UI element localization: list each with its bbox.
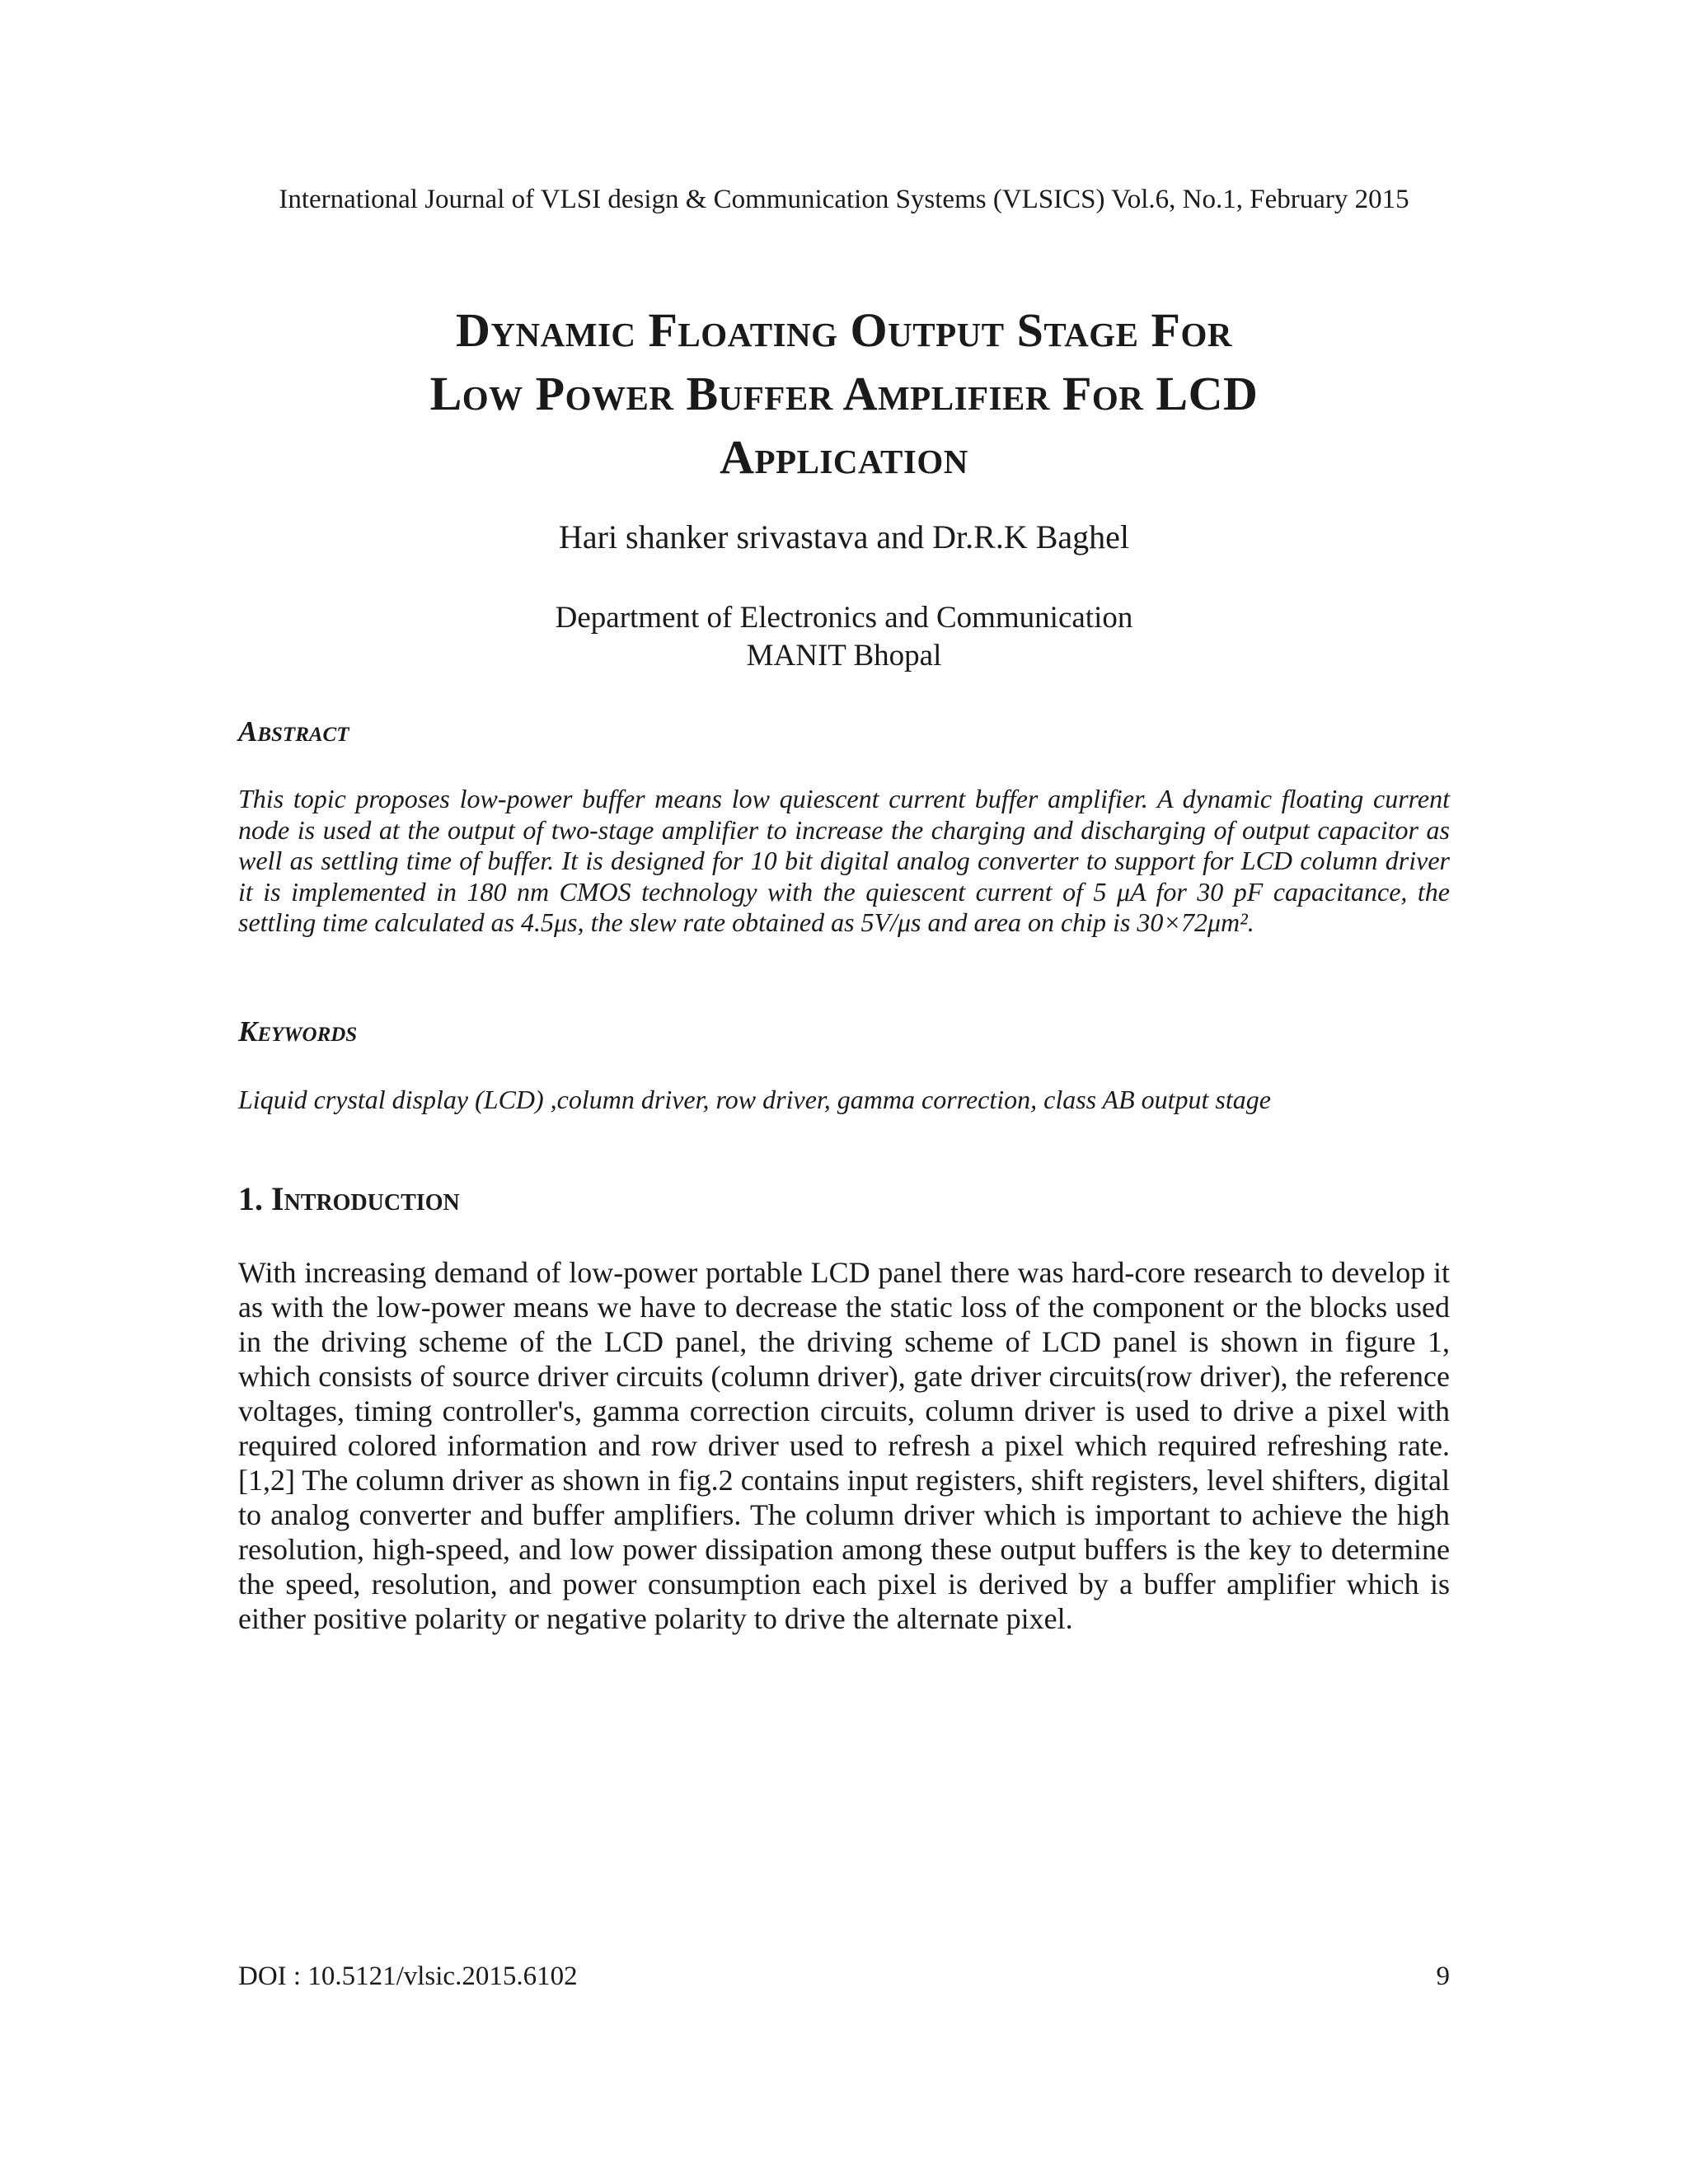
title-line-2: Low Power Buffer Amplifier For LCD <box>429 367 1259 420</box>
keywords-text: Liquid crystal display (LCD) ,column driver, row driver, gamma correction, class AB output stage <box>238 1085 1271 1114</box>
affiliation <box>0 599 1688 675</box>
page-number: 9 <box>1436 1961 1450 1991</box>
keywords-heading: Keywords <box>238 1015 358 1047</box>
footer-doi: DOI : 10.5121/vlsic.2015.6102 <box>238 1961 578 1991</box>
running-header: International Journal of VLSI design & Communication Systems (VLSICS) Vol.6, No.1, February 2015 <box>279 185 1409 214</box>
abstract-text: This topic proposes low-power buffer means low quiescent current buffer amplifier. A dynamic floating current node is used at the output of two-stage amplifier to increase the charging and discharging of output capacitor as well as settling time of buffer. It is designed for 10 bit digital analog converter to support for LCD column driver it is implemented in 180 nm CMOS technology with the quiescent current of 5 μA for 30 pF capacitance, the settling time calculated as 4.5μs, the slew rate obtained as 5V/μs and area on chip is 30×72μm². <box>238 784 1450 937</box>
paper-title <box>157 298 1531 489</box>
introduction-heading: 1. Introduction <box>238 1180 460 1217</box>
institution: MANIT Bhopal <box>746 639 942 673</box>
introduction-text: With increasing demand of low-power portable LCD panel there was hard-core research to develop it as with the low-power means we have to decrease the static loss of the component or the blocks used in the driving scheme of the LCD panel, the driving scheme of LCD panel is shown in figure 1, which consists of source driver circuits (column driver), gate driver circuits(row driver), the reference voltages, timing controller's, gamma correction circuits, column driver is used to drive a pixel with required colored information and row driver used to refresh a pixel which required refreshing rate.[1,2] The column driver as shown in fig.2 contains input registers, shift registers, level shifters, digital to analog converter and buffer amplifiers. The column driver which is important to achieve the high resolution, high-speed, and low power dissipation among these output buffers is the key to determine the speed, resolution, and power consumption each pixel is derived by a buffer amplifier which is either positive polarity or negative polarity to drive the alternate pixel. <box>238 1256 1450 1635</box>
authors: Hari shanker srivastava and Dr.R.K Baghel <box>558 518 1130 555</box>
title-line-3: Application <box>720 430 968 484</box>
abstract-heading: Abstract <box>238 715 349 748</box>
title-line-1: Dynamic Floating Output Stage For <box>456 303 1232 357</box>
department: Department of Electronics and Communication <box>555 601 1133 635</box>
